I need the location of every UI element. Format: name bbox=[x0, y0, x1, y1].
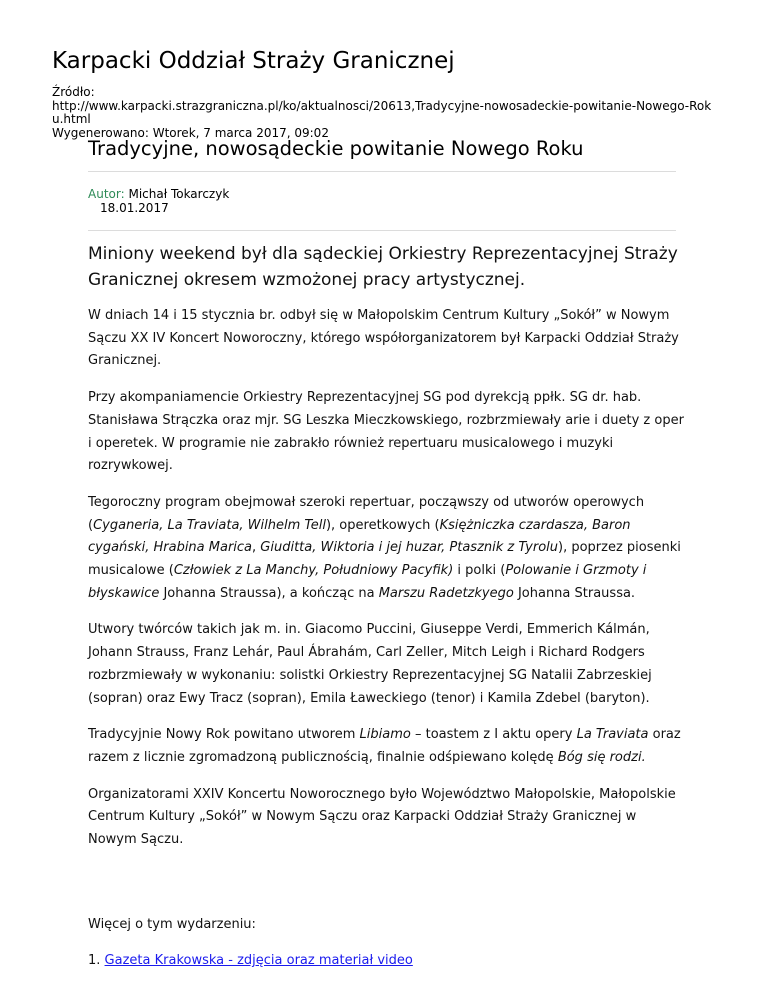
link-number: 1. bbox=[88, 953, 101, 969]
document-meta bbox=[52, 86, 716, 140]
paragraph-3 bbox=[88, 492, 688, 606]
author-block bbox=[88, 188, 229, 215]
text: ), poprzez piosenki musicalowe ( bbox=[88, 540, 681, 579]
italic-title: Cyganeria, La Traviata, Wilhelm Tell bbox=[93, 517, 326, 533]
article-date: 18.01.2017 bbox=[100, 200, 169, 215]
text: , bbox=[252, 540, 261, 556]
text: ), operetkowych ( bbox=[325, 517, 440, 533]
article-body bbox=[88, 305, 688, 987]
source-url: http://www.karpacki.strazgraniczna.pl/ko/aktualnosci/20613,Tradycyjne-nowosadeckie-powitanie-Nowego-Roku.html bbox=[52, 98, 712, 126]
italic-title: Bóg się rodzi. bbox=[557, 749, 646, 765]
text: Tegoroczny program obejmował szeroki repertuar, począwszy od utworów operowych ( bbox=[88, 494, 645, 533]
author-name: Michał Tokarczyk bbox=[128, 187, 230, 201]
article-lead: Miniony weekend był dla sądeckiej Orkiestry Reprezentacyjnej Straży Granicznej okresem wzmożonej pracy artystycznej. bbox=[88, 244, 678, 290]
site-title: Karpacki Oddział Straży Granicznej bbox=[52, 48, 455, 74]
title-divider bbox=[88, 171, 676, 172]
text: – toastem z I aktu opery bbox=[410, 727, 577, 743]
author-label: Autor: bbox=[88, 187, 125, 201]
italic-title: Libiamo bbox=[359, 727, 411, 743]
italic-title: Polowanie i Grzmoty i błyskawice bbox=[88, 563, 647, 601]
text: Johanna Straussa. bbox=[513, 585, 636, 601]
text: i polki ( bbox=[453, 563, 506, 579]
gazeta-krakowska-link[interactable]: Gazeta Krakowska - zdjęcia oraz materiał video bbox=[104, 953, 413, 969]
generated-timestamp: Wygenerowano: Wtorek, 7 marca 2017, 09:02 bbox=[52, 125, 329, 140]
paragraph-6: Organizatorami XXIV Koncertu Noworocznego było Województwo Małopolskie, Małopolskie Centrum Kultury „Sokół” w Nowym Sączu oraz Karpacki Oddział Straży Granicznej w Nowym Sączu. bbox=[88, 786, 676, 848]
italic-title: Człowiek z La Manchy, Południowy Pacyfik) bbox=[173, 563, 454, 579]
italic-title: Giuditta, Wiktoria i jej huzar, Ptasznik z Tyrolu bbox=[260, 540, 559, 556]
paragraph-4: Utwory twórców takich jak m. in. Giacomo Puccini, Giuseppe Verdi, Emmerich Kálmán, Johann Strauss, Franz Lehár, Paul Ábrahám, Carl Zeller, Mitch Leigh i Richard Rodgers rozbrzmiewały w wykonaniu: solistki Orkiestry Reprezentacyjnej SG Natalii Zabrzeskiej (sopran) oraz Ewy Tracz (sopran), Emila Ławeckiego (tenor) i Kamila Zdebel (baryton). bbox=[88, 622, 652, 706]
italic-title: Marszu Radetzkyego bbox=[378, 585, 514, 601]
article-title: Tradycyjne, nowosądeckie powitanie Nowego Roku bbox=[88, 137, 584, 160]
source-label: Źródło: bbox=[52, 85, 95, 99]
paragraph-2: Przy akompaniamencie Orkiestry Reprezentacyjnej SG pod dyrekcją ppłk. SG dr. hab. Stanisława Strączka oraz mjr. SG Leszka Mieczkowskiego, rozbrzmiewały arie i duety z oper i operetek. W programie nie zabrakło również repertuaru musicalowego i muzyki rozrywkowej. bbox=[88, 390, 684, 474]
paragraph-5 bbox=[88, 724, 688, 769]
author-divider bbox=[88, 230, 676, 231]
paragraph-1: W dniach 14 i 15 stycznia br. odbył się w Małopolskim Centrum Kultury „Sokół” w Nowym Sączu XX IV Koncert Noworoczny, którego współorganizatorem był Karpacki Oddział Straży Granicznej. bbox=[88, 308, 679, 369]
text: oraz razem z licznie zgromadzoną publicznością, finalnie odśpiewano kolędę bbox=[88, 727, 681, 765]
italic-title: Księżniczka czardasza, Baron cygański, Hrabina Marica bbox=[88, 517, 631, 556]
link-item bbox=[88, 950, 688, 973]
more-label: Więcej o tym wydarzeniu: bbox=[88, 916, 256, 932]
italic-title: La Traviata bbox=[576, 727, 649, 743]
text: Johanna Straussa), a kończąc na bbox=[159, 585, 379, 601]
text: Tradycyjnie Nowy Rok powitano utworem bbox=[88, 727, 360, 743]
